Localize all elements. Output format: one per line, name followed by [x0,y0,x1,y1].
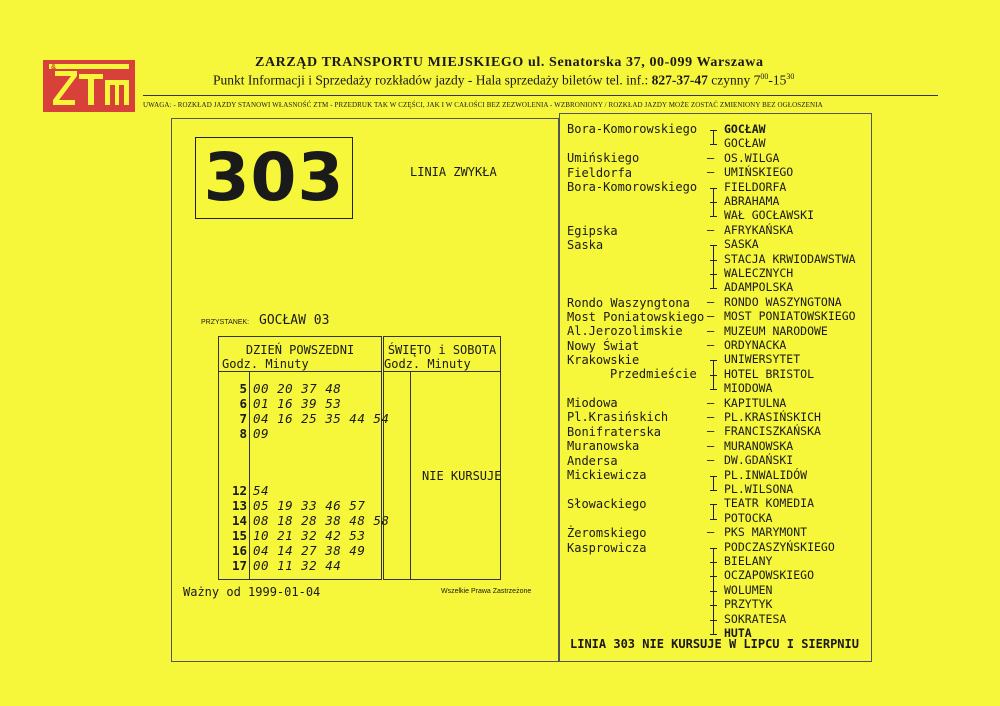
route-tick [710,245,717,246]
route-stop: PL.KRASIŃSKICH [724,410,821,424]
route-stop: UNIWERSYTET [724,352,801,367]
timetable-hour: 14 [231,513,247,528]
timetable-hour: 6 [239,396,247,411]
route-stop: ABRAHAMA [724,194,780,208]
route-stop: PODCZASZYŃSKIEGO [724,539,835,554]
route-stop: POTOCKA [724,510,773,525]
route-tick [710,130,717,131]
route-bracket [713,130,714,144]
route-tick [710,634,717,635]
info-hours: czynny 7 [711,72,761,88]
route-dash: – [707,424,715,439]
timetable-minutes: 01 16 39 53 [253,396,342,411]
route-stop: ORDYNACKA [724,338,787,352]
route-dash: – [707,222,715,237]
route-dash: – [707,438,715,453]
route-dash: – [707,395,715,410]
route-tick [710,260,717,261]
timetable-hour: 13 [231,498,247,513]
route-stop: OS.WILGA [724,150,780,165]
route-street: Muranowska [567,439,640,453]
svg-text:&: & [51,64,57,71]
route-stop: PL.WILSONA [724,482,794,496]
route-street: Kasprowicza [567,541,647,555]
route-stop: UMIŃSKIEGO [724,165,794,180]
route-stop: HOTEL BRISTOL [724,366,815,381]
route-street: Andersa [567,454,618,468]
valid-from: Ważny od 1999-01-04 [183,585,321,599]
timetable-minutes: 04 14 27 38 49 [253,543,366,558]
route-tick [710,548,717,549]
weekday-table [218,336,390,580]
route-street: Krakowskie [567,353,640,367]
route-stop: STACJA KRWIODAWSTWA [724,251,856,266]
route-stop: RONDO WASZYNGTONA [724,294,842,309]
route-tick [710,188,717,189]
timetable-hour: 8 [239,426,247,441]
route-stop: MOST PONIATOWSKIEGO [724,309,856,324]
hours-sup-1: 00 [760,72,769,81]
line-number-box [195,137,353,219]
route-tick [710,389,717,390]
route-tick [710,288,717,289]
timetable-minutes: 04 16 25 35 44 54 [253,411,390,426]
info-phone: 827-37-47 [651,72,708,88]
route-stop: HUTA [724,626,752,640]
route-footer-note: LINIA 303 NIE KURSUJE W LIPCU I SIERPNIU [570,637,859,651]
rights-reserved: Wszelkie Prawa Zastrzeżone [441,588,532,595]
route-street: Bora-Komorowskiego [567,122,698,136]
holiday-title: ŚWIĘTO i SOBOTA [387,343,497,357]
route-dash: – [707,525,715,540]
route-tick [710,360,717,361]
route-stop: TEATR KOMEDIA [724,496,815,511]
weekday-subheader: Godz. Minuty [222,357,309,371]
route-tick [710,216,717,217]
route-stop: GOCŁAW [724,122,766,136]
route-tick [710,476,717,477]
weekday-hour-divider [249,371,250,579]
holiday-subheader: Godz. Minuty [384,357,471,371]
route-street: Saska [567,238,604,252]
holiday-divider [384,371,500,372]
route-stop: WALECZNYCH [724,266,794,280]
timetable-minutes: 54 [253,483,270,498]
route-street: Al.Jerozolimskie [567,324,683,338]
header-info [213,72,794,89]
timetable-hour: 5 [239,381,247,396]
hours-mid: -15 [768,72,787,88]
route-stop: FRANCISZKAŃSKA [724,424,821,439]
route-tick [710,144,717,145]
stop-label: PRZYSTANEK: [201,319,250,326]
route-street: Fieldorfa [567,166,633,180]
timetable-minutes: 05 19 33 46 57 [253,498,366,513]
header-divider [143,95,938,96]
route-street: Nowy Świat [567,339,640,353]
weekday-title: DZIEŃ POWSZEDNI [245,343,355,357]
route-tick [710,576,717,577]
org-name: ZARZĄD TRANSPORTU MIEJSKIEGO [255,55,524,70]
route-stop: PRZYTYK [724,597,773,612]
timetable-hour: 17 [231,558,247,573]
route-tick [710,519,717,520]
route-stop: WAŁ GOCŁAWSKI [724,208,815,223]
route-stop: PL.INWALIDÓW [724,467,808,482]
route-tick [710,490,717,491]
route-dash: – [707,165,715,180]
ztm-logo [43,60,135,112]
route-stop: AFRYKAŃSKA [724,222,794,237]
route-street: Rondo Waszyngtona [567,296,690,310]
route-dash: – [707,323,715,338]
route-tick [710,202,717,203]
route-stop: ADAMPOLSKA [724,280,794,295]
route-street: Miodowa [567,396,618,410]
route-stop: OCZAPOWSKIEGO [724,568,815,583]
route-dash: – [707,294,715,309]
timetable-minutes: 00 20 37 48 [253,381,342,396]
holiday-table [383,336,501,580]
route-street: Bora-Komorowskiego [567,180,698,194]
route-tick [710,504,717,505]
route-dash: – [707,453,715,468]
weekday-divider [219,371,381,372]
route-dash: – [707,410,715,424]
route-bracket [713,245,714,288]
info-prefix: Punkt Informacji i Sprzedaży rozkładów jazdy - Hala sprzedaży biletów tel. inf.: [213,72,649,88]
timetable-hour: 15 [231,528,247,543]
route-stop: GOCŁAW [724,136,766,151]
stop-name: GOCŁAW 03 [259,313,330,328]
route-street: Słowackiego [567,497,647,511]
route-tick [710,620,717,621]
route-street: Most Poniatowskiego [567,310,705,324]
route-stop: FIELDORFA [724,179,787,194]
line-type: LINIA ZWYKŁA [410,165,497,179]
route-bracket [713,504,714,518]
route-stop: MIODOWA [724,381,773,396]
copyright-notice: UWAGA: - ROZKŁAD JAZDY STANOWI WŁASNOŚĆ ZTM - PRZEDRUK TAK W CZĘŚCI, JAK I W CAŁOŚCI BEZ ZEZWOLENIA - WZBRONIONY / ROZKŁAD JAZDY MOŻE ZOSTAĆ ZMIENIONY BEZ OGŁOSZENIA [143,101,823,109]
route-tick [710,375,717,376]
route-bracket [713,476,714,490]
org-address: ul. Senatorska 37, 00-099 Warszawa [527,55,764,70]
route-stop: WOLUMEN [724,582,773,597]
route-dash: – [707,309,715,324]
route-dash: – [707,338,715,352]
timetable-hour: 12 [231,483,247,498]
route-street: Żeromskiego [567,526,647,540]
timetable-hour: 16 [231,543,247,558]
route-stop: BIELANY [724,554,773,568]
route-street: Umińskiego [567,151,640,165]
holiday-hour-divider [410,371,411,579]
route-tick [710,605,717,606]
route-stop: MURANOWSKA [724,438,794,453]
holiday-note: NIE KURSUJE [422,469,502,483]
header-organization [255,55,764,71]
route-street: Egipska [567,224,618,238]
route-stop: KAPITULNA [724,395,787,410]
route-street: Przedmieście [610,367,697,381]
route-street: Bonifraterska [567,425,661,439]
line-number: 303 [203,139,345,216]
timetable-minutes: 08 18 28 38 48 58 [253,513,390,528]
timetable-minutes: 00 11 32 44 [253,558,342,573]
route-frame [559,113,872,662]
route-dash: – [707,150,715,165]
route-tick [710,562,717,563]
route-stop: SOKRATESA [724,611,787,626]
route-street: Mickiewicza [567,468,647,482]
route-stop: MUZEUM NARODOWE [724,323,828,338]
route-street: Pl.Krasińskich [567,410,669,424]
timetable-minutes: 10 21 32 42 53 [253,528,366,543]
route-tick [710,274,717,275]
timetable-minutes: 09 [253,426,270,441]
route-stop: SASKA [724,237,759,252]
route-stop: DW.GDAŃSKI [724,453,794,468]
route-tick [710,591,717,592]
timetable-hour: 7 [239,411,247,426]
hours-sup-2: 30 [786,72,795,81]
route-stop: PKS MARYMONT [724,525,808,540]
